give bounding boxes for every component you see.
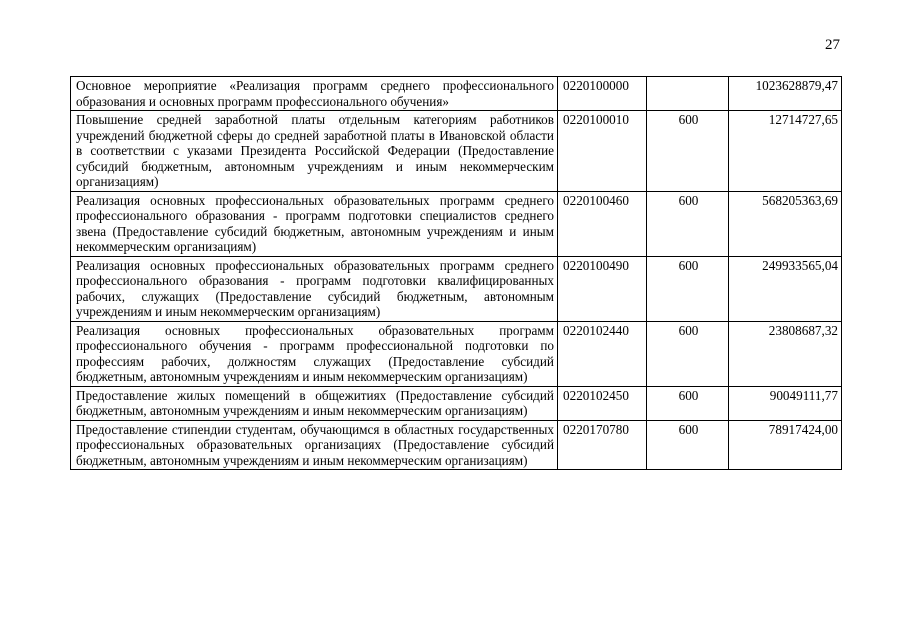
- row-name-cell: Реализация основных профессиональных образовательных программ профессионального обучения - программ профессиональной подготовки по профессиям рабочих, должностям служащих (Предоставление субсидий бюджетным, автономным учреждениям и иным некоммерческим организациям): [71, 321, 558, 386]
- row-name-cell: Повышение средней заработной платы отдельным категориям работников учреждений бюджетной сферы до средней заработной платы в Ивановской области в соответствии с указами Президента Российской Федерации (Предоставление субсидий бюджетным, автономным учреждениям и иным некоммерческим организациям): [71, 111, 558, 192]
- page-number: 27: [825, 37, 840, 53]
- row-name-cell: Реализация основных профессиональных образовательных программ среднего профессионального образования - программ подготовки квалифицированных рабочих, служащих (Предоставление субсидий бюджетным, автономным учреждениям и иным некоммерческим организациям): [71, 256, 558, 321]
- row-code-cell: 0220102440: [558, 321, 647, 386]
- row-type-cell: 600: [647, 420, 729, 470]
- row-sum-cell: 1023628879,47: [729, 77, 842, 111]
- row-name-cell: Реализация основных профессиональных образовательных программ среднего профессионального образования - программ подготовки специалистов среднего звена (Предоставление субсидий бюджетным, автономным учреждениям и иным некоммерческим организациям): [71, 191, 558, 256]
- row-name-cell: Предоставление стипендии студентам, обучающимся в областных государственных профессиональных образовательных организациях (Предоставление субсидий бюджетным, автономным учреждениям и иным некоммерческим организациям): [71, 420, 558, 470]
- table-row: [71, 256, 842, 321]
- row-code-cell: 0220100460: [558, 191, 647, 256]
- row-code-cell: 0220170780: [558, 420, 647, 470]
- row-sum-cell: 78917424,00: [729, 420, 842, 470]
- row-type-cell: 600: [647, 256, 729, 321]
- row-type-cell: 600: [647, 386, 729, 420]
- row-code-cell: 0220100000: [558, 77, 647, 111]
- row-sum-cell: 90049111,77: [729, 386, 842, 420]
- row-code-cell: 0220100010: [558, 111, 647, 192]
- table-row: [71, 111, 842, 192]
- row-type-cell: 600: [647, 111, 729, 192]
- table-row: [71, 321, 842, 386]
- row-type-cell: 600: [647, 191, 729, 256]
- row-sum-cell: 568205363,69: [729, 191, 842, 256]
- row-code-cell: 0220100490: [558, 256, 647, 321]
- table-row: [71, 386, 842, 420]
- row-sum-cell: 12714727,65: [729, 111, 842, 192]
- row-name-cell: Предоставление жилых помещений в общежитиях (Предоставление субсидий бюджетным, автономным учреждениям и иным некоммерческим организациям): [71, 386, 558, 420]
- row-sum-cell: 249933565,04: [729, 256, 842, 321]
- row-sum-cell: 23808687,32: [729, 321, 842, 386]
- table-row: [71, 77, 842, 111]
- table-row: [71, 420, 842, 470]
- table-row: [71, 191, 842, 256]
- row-name-cell: Основное мероприятие «Реализация программ среднего профессионального образования и основных программ профессионального обучения»: [71, 77, 558, 111]
- row-code-cell: 0220102450: [558, 386, 647, 420]
- row-type-cell: 600: [647, 321, 729, 386]
- budget-table: [70, 76, 842, 470]
- row-type-cell: [647, 77, 729, 111]
